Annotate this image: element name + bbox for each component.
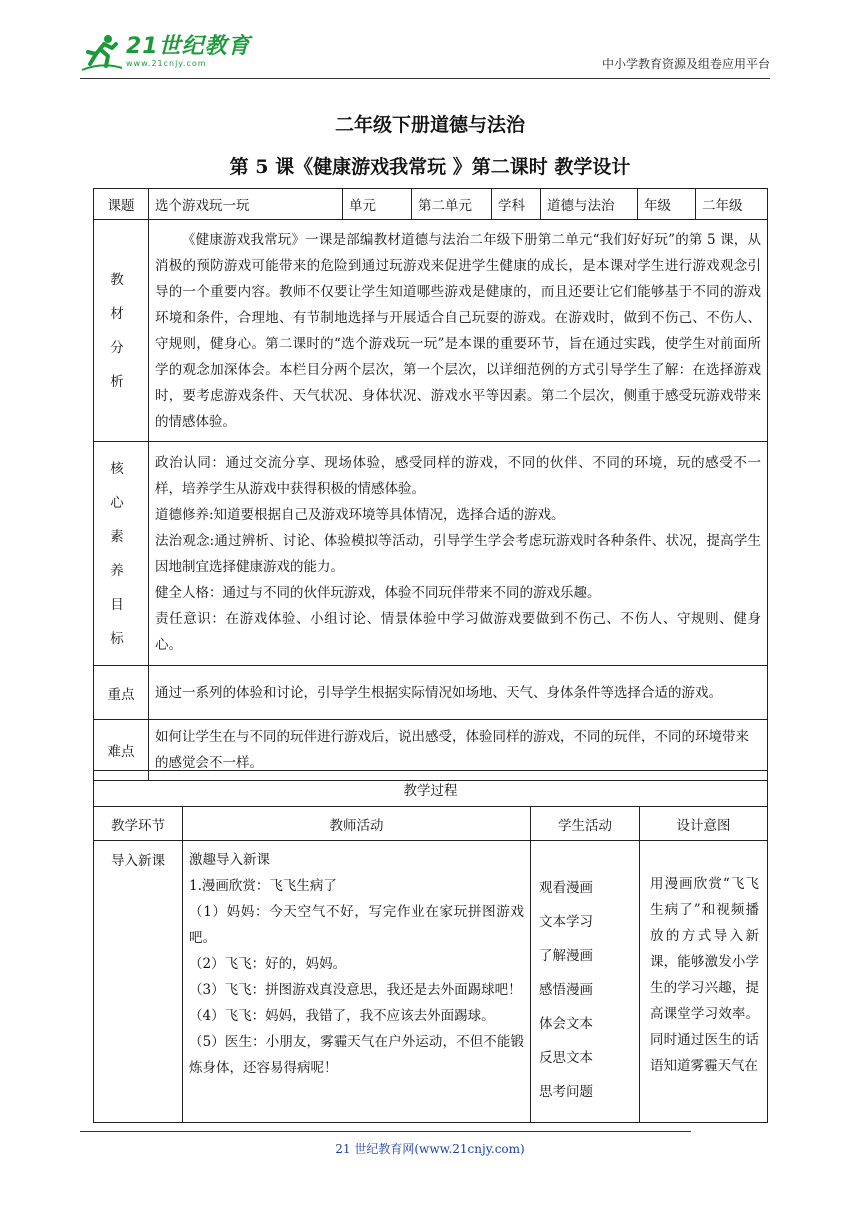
analysis-text-cell [149, 220, 768, 442]
teacher-line: 激趣导入新课 [189, 852, 270, 868]
difficulty-text: 如何让学生在与不同的玩伴进行游戏后，说出感受，体验同样的游戏，不同的玩伴，不同的环境带来的感觉会不一样。 [149, 720, 768, 781]
footer-link[interactable]: 21 世纪教育网(www.21cnjy.com) [335, 1142, 525, 1156]
teacher-line: （2）飞飞：好的，妈妈。 [189, 956, 347, 972]
analysis-label-line: 分 析 [110, 339, 132, 390]
process-title-row [94, 771, 768, 807]
unit-label: 单元 [343, 189, 412, 220]
goal-item: 法治观念:通过辨析、讨论、体验模拟等活动，引导学生学会考虑玩游戏时各种条件、状况，提高学生因地制宜选择健康游戏的能力。 [155, 532, 761, 575]
subject-value: 道德与法治 [541, 189, 638, 220]
goals-cell [149, 442, 768, 666]
header-teacher: 教师活动 [183, 807, 531, 841]
process-table [93, 770, 768, 1123]
header-student: 学生活动 [531, 807, 640, 841]
header-tagline: 中小学教育资源及组卷应用平台 [601, 57, 770, 71]
page-header [80, 30, 770, 79]
student-line: 反思文本 [539, 1050, 593, 1066]
grade-label: 年级 [638, 189, 696, 220]
teacher-line: （4）飞飞：妈妈，我错了，我不应该去外面踢球。 [189, 1008, 495, 1024]
unit-value: 第二单元 [412, 189, 492, 220]
intent-cell: 用漫画欣赏“飞飞生病了”和视频播放的方式导入新课，能够激发小学生的学习兴趣，提高课堂学习效率。同时通过医生的话语知道雾霾天气在 [640, 841, 768, 1123]
header-stage: 教学环节 [94, 807, 183, 841]
logo-text: 21世纪教育 [126, 34, 251, 59]
key-point-text: 通过一系列的体验和讨论，引导学生根据实际情况如场地、天气、身体条件等选择合适的游戏。 [149, 666, 768, 720]
student-line: 观看漫画 [539, 880, 593, 896]
process-title: 教学过程 [94, 771, 768, 807]
goal-item: 道德修养:知道要根据自己及游戏环境等具体情况，选择合适的游戏。 [155, 506, 565, 523]
student-line: 文本学习 [539, 914, 593, 930]
student-line: 体会文本 [539, 1016, 593, 1032]
analysis-text: 《健康游戏我常玩》一课是部编教材道德与法治二年级下册第二单元“我们好好玩”的第 5 课，从消极的预防游戏可能带来的危险到通过玩游戏来促进学生健康的成长，是本课对学生进行游戏观念引导的一个重要内容。教师不仅要让学生知道哪些游戏是健康的，而且还要让它们能够基于不同的游戏环境和条件，合理地、有节制地选择与开展适合自己玩耍的游戏。在游戏时，做到不伤己、不伤人、守规则，健身心。第二课时的“选个游戏玩一玩”是本课的重要环节，旨在通过实践，使学生对前面所学的观念加深体会。本栏目分两个层次，第一个层次，以详细范例的方式引导学生了解：在选择游戏时，要考虑游戏条件、天气状况、身体状况、游戏水平等因素。第二个层次，侧重于感受玩游戏带来的情感体验。 [155, 231, 761, 430]
goal-item: 责任意识：在游戏体验、小组讨论、情景体验中学习做游戏要做到不伤己、不伤人、守规则、健身心。 [155, 610, 761, 653]
topic-label: 课题 [94, 189, 149, 220]
teacher-line: 1.漫画欣赏：飞飞生病了 [189, 878, 337, 894]
process-row [94, 841, 768, 1123]
footer-divider [80, 1131, 691, 1132]
student-line: 了解漫画 [539, 948, 593, 964]
stage-cell: 导入新课 [94, 841, 183, 1123]
header-intent: 设计意图 [640, 807, 768, 841]
teacher-line: （1）妈妈：今天空气不好，写完作业在家玩拼图游戏吧。 [189, 904, 524, 946]
key-point-label: 重点 [94, 666, 149, 720]
student-line: 思考问题 [539, 1084, 593, 1100]
goals-label [94, 442, 149, 666]
logo-url: www.21cnjy.com [126, 59, 207, 68]
goals-label-line: 素 养 [110, 528, 132, 579]
teacher-cell [183, 841, 531, 1123]
subject-label: 学科 [492, 189, 541, 220]
lesson-info-table [93, 188, 768, 781]
student-line: 感悟漫画 [539, 982, 593, 998]
analysis-row [94, 220, 768, 442]
student-cell [531, 841, 640, 1123]
analysis-label [94, 220, 149, 442]
goals-label-line: 核 心 [110, 460, 132, 511]
info-row [94, 189, 768, 220]
doc-subtitle: 第 5 课《健康游戏我常玩 》第二课时 教学设计 [229, 156, 631, 178]
topic-value: 选个游戏玩一玩 [149, 189, 343, 220]
analysis-label-line: 教 材 [110, 271, 132, 322]
process-header-row [94, 807, 768, 841]
goals-row [94, 442, 768, 666]
grade-value: 二年级 [696, 189, 768, 220]
logo[interactable] [80, 32, 251, 72]
key-point-row [94, 666, 768, 720]
difficulty-label: 难点 [94, 720, 149, 781]
runner-logo-icon [80, 32, 124, 72]
goal-item: 政治认同：通过交流分享、现场体验，感受同样的游戏，不同的伙伴、不同的环境，玩的感受不一样，培养学生从游戏中获得积极的情感体验。 [155, 454, 761, 497]
doc-title: 二年级下册道德与法治 [334, 114, 525, 136]
teacher-line: （5）医生：小朋友，雾霾天气在户外运动，不但不能锻炼身体，还容易得病呢！ [189, 1034, 524, 1076]
teacher-line: （3）飞飞：拼图游戏真没意思，我还是去外面踢球吧！ [189, 982, 522, 998]
goal-item: 健全人格：通过与不同的伙伴玩游戏，体验不同玩伴带来不同的游戏乐趣。 [155, 584, 601, 601]
goals-label-line: 目 标 [110, 596, 132, 647]
